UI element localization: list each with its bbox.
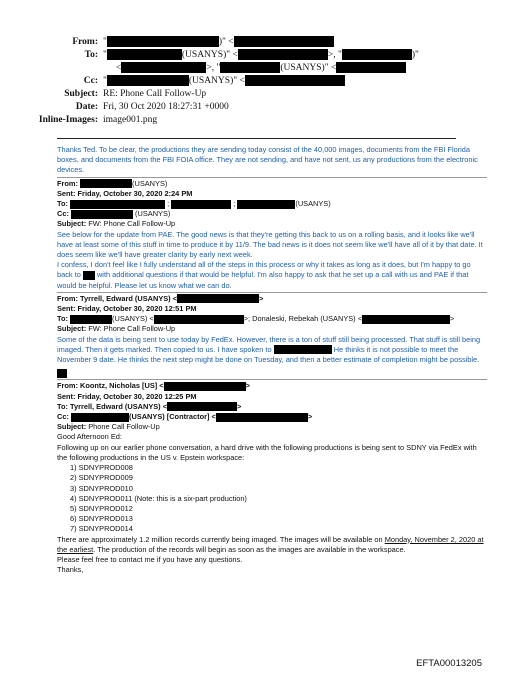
header-subject-value: RE: Phone Call Follow-Up — [103, 89, 207, 99]
header-cc-label: Cc: — [83, 76, 98, 86]
redaction — [167, 402, 237, 411]
list-item: 2) SDNYPROD009 — [70, 473, 133, 483]
redaction — [121, 62, 206, 73]
redaction — [107, 49, 182, 60]
redaction — [234, 36, 334, 47]
msg4-subject-line: Subject: Phone Call Follow-Up — [57, 422, 160, 432]
redaction — [107, 36, 219, 47]
redaction — [177, 294, 259, 303]
msg3-subject-line: Subject: FW: Phone Call Follow-Up — [57, 324, 176, 334]
redaction — [107, 75, 189, 86]
divider — [57, 177, 487, 178]
msg4-closing: There are approximately 1.2 million records currently being imaged. The images will be available on Monday, November 2, 2020 at the earliest. The production of the records will begin as soon as the images are available in the workspace. — [57, 534, 484, 554]
redaction — [80, 179, 132, 188]
msg4-intro: Following up on our earlier phone conversation, a hard drive with the following productions is being sent to SDNY via FedEx with the following productions in the US v. Epstein workspace: — [57, 442, 477, 462]
redaction — [70, 200, 165, 209]
redaction — [164, 382, 246, 391]
redaction — [83, 271, 95, 280]
msg4-to-line: To: Tyrrell, Edward (USANYS) < > — [57, 401, 242, 411]
list-item: 4) SDNYPROD011 (Note: this is a six-part production) — [70, 493, 247, 503]
msg4-from-line: From: Koontz, Nicholas [US] < > — [57, 381, 250, 391]
list-item: 6) SDNYPROD013 — [70, 514, 133, 524]
list-item: 7) SDNYPROD014 — [70, 524, 133, 534]
header-subject-label: Subject: — [64, 89, 98, 99]
bates-number: EFTA00013205 — [416, 658, 482, 669]
msg2-paragraph-1: See below for the update from PAE. The good news is that they're getting this back to us on a rolling basis, and it looks like we'll have at least some of this stuff in time to produce it by 11/9. The bad news is it does not seem like we'll have all of it by that date. It does seem like we'll have greater clarity by early next week. — [57, 229, 483, 260]
redaction — [171, 200, 231, 209]
redaction — [342, 49, 412, 60]
reply-message-text: Thanks Ted. To be clear, the productions they are sending today consist of the 40,000 images, documents from the FBI Florida boxes, and documents from the FBI FOIA office. They are not sending, and have not sent, us any productions from the electronic devices. — [57, 145, 478, 175]
list-item: 3) SDNYPROD010 — [70, 483, 133, 493]
header-to-label: To: — [84, 50, 98, 60]
divider — [57, 292, 487, 293]
header-date-label: Date: — [75, 102, 98, 112]
msg3-sent-line: Sent: Friday, October 30, 2020 12:51 PM — [57, 304, 197, 314]
header-from-tail: )" < — [218, 37, 234, 47]
header-date-value: Fri, 30 Oct 2020 18:27:31 +0000 — [103, 102, 229, 112]
redaction — [362, 315, 450, 324]
production-list — [57, 463, 487, 534]
msg4-signoff: Thanks, — [57, 565, 84, 575]
header-divider — [57, 138, 456, 139]
msg4-cc-line: Cc: (USANYS) [Contractor] < > — [57, 412, 313, 422]
redaction — [238, 49, 328, 60]
list-item: 5) SDNYPROD012 — [70, 503, 133, 513]
redaction — [336, 62, 406, 73]
header-from-quote: " — [103, 37, 107, 47]
header-inline-images-value: image001.png — [103, 115, 158, 125]
msg2-to-line: To: ; ; (USANYS) — [57, 199, 331, 209]
redaction — [71, 210, 133, 219]
list-item: 1) SDNYPROD008 — [70, 463, 133, 473]
msg2-sent-line: Sent: Friday, October 30, 2020 2:24 PM — [57, 188, 193, 198]
msg2-subject-line: Subject: FW: Phone Call Follow-Up — [57, 219, 176, 229]
email-body — [57, 145, 487, 575]
header-inline-images-label: Inline-Images: — [38, 115, 98, 125]
header-from-label: From: — [72, 37, 98, 47]
redaction — [245, 75, 345, 86]
msg4-contact: Please feel free to contact me if you have any questions. — [57, 554, 243, 564]
msg3-to-line: To: (USANYS) < >; Donaleski, Rebekah (USANYS) < > — [57, 314, 455, 324]
divider — [57, 379, 487, 380]
msg2-paragraph-2: I confess, I don't feel like I fully understand all of the steps in this process or why it takes as long as it does, but I'm happy to go back to with additional questions if that would be helpful. I'm also happy to ask that he set up a call with us and PAE if that would be helpful. Please let us know what we can do. — [57, 260, 471, 290]
redaction — [237, 200, 295, 209]
redaction — [220, 62, 280, 73]
redaction — [57, 369, 67, 378]
redaction — [274, 345, 332, 354]
msg2-from-line: From: (USANYS) — [57, 178, 168, 188]
msg3-from-line: From: Tyrrell, Edward (USANYS) < > — [57, 293, 264, 303]
redaction — [71, 413, 129, 422]
msg4-greeting: Good Afternoon Ed: — [57, 432, 122, 442]
msg4-sent-line: Sent: Friday, October 30, 2020 12:25 PM — [57, 391, 197, 401]
msg3-paragraph: Some of the data is being sent to use today by FedEx. However, there is a ton of stuff still being processed. That stuff is still being imaged. Then it gets marked. Then copied to us. I have spoken to He thinks it is not possible to meet the November 9 date. He thinks the next step might be done on Tuesday, and then a better estimate of completion might be possible. — [57, 334, 481, 365]
redaction — [154, 315, 244, 324]
msg2-cc-line: Cc: (USANYS) — [57, 209, 171, 219]
redaction — [70, 315, 112, 324]
redaction — [216, 413, 308, 422]
